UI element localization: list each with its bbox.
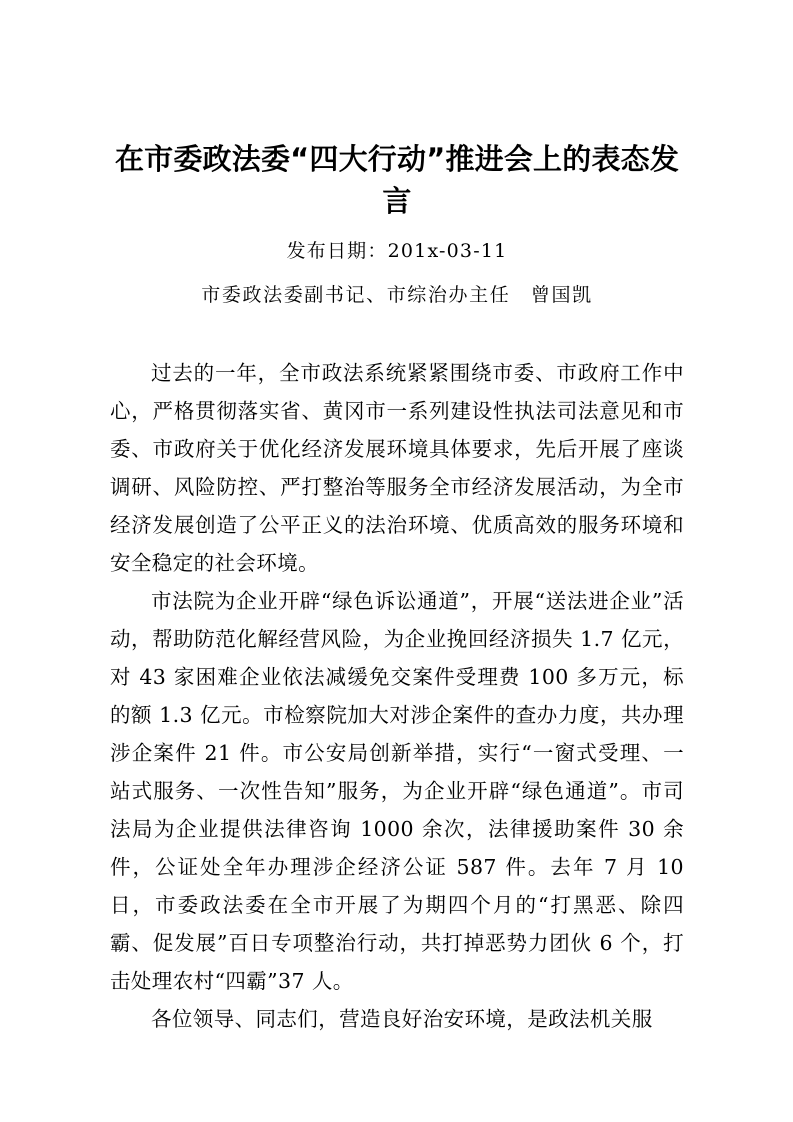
paragraph: 各位领导、同志们，营造良好治安环境，是政法机关服 xyxy=(151,1007,653,1031)
body-text xyxy=(110,310,684,1038)
paragraph: 市法院为企业开辟“绿色诉讼通道”，开展“送法进企业”活动，帮助防范化解经营风险，为企业挽回经济损失 1.7 亿元，对 43 家困难企业依法减缓免交案件受理费 100 多万元，标的额 1.3 亿元。市检察院加大对涉企案件的查办力度，共办理涉企案件 21 件。市公安局创新举措，实行“一窗式受理、一站式服务、一次性告知”服务，为企业开辟“绿色通道”。市司法局为企业提供法律咨询 1000 余次，法律援助案件 30 余件，公证处全年办理涉企经济公证 587 件。去年 7 月 10 日，市委政法委在全市开展了为期四个月的“打黑恶、除四霸、促发展”百日专项整治行动，共打掉恶势力团伙 6 个，打击处理农村“四霸”37 人。 xyxy=(110,589,684,993)
paragraph: 过去的一年，全市政法系统紧紧围绕市委、市政府工作中心，严格贯彻落实省、黄冈市一系列建设性执法司法意见和市委、市政府关于优化经济发展环境具体要求，先后开展了座谈调研、风险防控、严打整治等服务全市经济发展活动，为全市经济发展创造了公平正义的法治环境、优质高效的服务环境和安全稳定的社会环境。 xyxy=(110,361,684,575)
author-byline: 市委政法委副书记、市综治办主任 曾国凯 xyxy=(201,284,593,306)
page-title: 在市委政法委“四大行动”推进会上的表态发言 xyxy=(114,142,680,218)
document-content xyxy=(110,0,684,1038)
publish-date: 发布日期：201x-03-11 xyxy=(286,240,508,262)
